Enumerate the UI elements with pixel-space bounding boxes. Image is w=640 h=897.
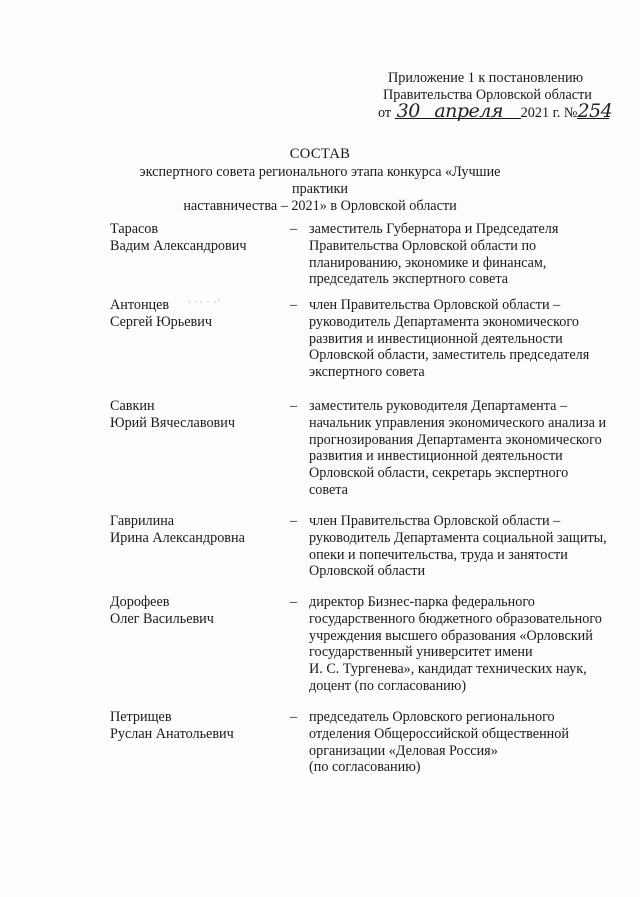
role-line: развития и инвестиционной деятельности bbox=[309, 330, 563, 347]
member-role bbox=[309, 594, 639, 695]
role-line: доцент (по согласованию) bbox=[309, 677, 467, 694]
role-line: прогнозирования Департамента экономического bbox=[309, 431, 602, 448]
member-role bbox=[309, 221, 639, 288]
scan-artifact: · ·· · ·' bbox=[188, 297, 221, 307]
appendix-header bbox=[378, 70, 618, 122]
member-name bbox=[110, 594, 280, 628]
role-line: руководитель Департамента социальной защиты, bbox=[309, 529, 607, 546]
appendix-line-1: Приложение 1 к постановлению bbox=[388, 70, 584, 86]
member-role bbox=[309, 398, 639, 499]
member-name bbox=[110, 297, 280, 331]
role-line: И. С. Тургенева», кандидат технических наук, bbox=[309, 661, 587, 678]
member-dash: – bbox=[290, 398, 298, 414]
scan-artifact: · · · · · · · · bbox=[15, 880, 196, 888]
role-line: член Правительства Орловской области – bbox=[309, 297, 561, 313]
member-name bbox=[110, 709, 280, 743]
role-line: председатель экспертного совета bbox=[309, 271, 509, 288]
member-name bbox=[110, 398, 280, 432]
member-surname: Петрищев bbox=[110, 709, 172, 725]
title-heading: СОСТАВ bbox=[289, 146, 351, 162]
role-line: отделения Общероссийской общественной bbox=[309, 725, 569, 742]
member-surname: Дорофеев bbox=[110, 594, 170, 610]
role-line: заместитель Губернатора и Председателя bbox=[309, 221, 559, 237]
role-line: Правительства Орловской области по bbox=[309, 237, 537, 254]
role-line: государственного бюджетного образовательного bbox=[309, 610, 602, 627]
role-line: учреждения высшего образования «Орловский bbox=[309, 627, 593, 644]
role-line: (по согласованию) bbox=[309, 759, 421, 776]
member-dash: – bbox=[290, 297, 298, 313]
role-line: директор Бизнес-парка федерального bbox=[309, 594, 535, 610]
member-given-names: Ирина Александровна bbox=[110, 529, 245, 546]
member-dash: – bbox=[290, 594, 298, 610]
role-line: совета bbox=[309, 481, 348, 498]
member-given-names: Руслан Анатольевич bbox=[110, 725, 234, 742]
role-line: руководитель Департамента экономического bbox=[309, 313, 579, 330]
member-surname: Савкин bbox=[110, 398, 155, 414]
member-surname: Тарасов bbox=[110, 221, 159, 237]
role-line: государственный университет имени bbox=[309, 644, 533, 661]
role-line: планированию, экономике и финансам, bbox=[309, 254, 547, 271]
member-name bbox=[110, 513, 280, 547]
role-line: заместитель руководителя Департамента – bbox=[309, 398, 568, 414]
handwritten-month: апреля bbox=[417, 104, 521, 119]
appendix-line-2: Правительства Орловской области bbox=[383, 87, 592, 103]
role-line: член Правительства Орловской области – bbox=[309, 513, 561, 529]
role-line: начальник управления экономического анализа и bbox=[309, 414, 607, 431]
title-line-1: экспертного совета регионального этапа конкурса «Лучшие практики bbox=[139, 164, 501, 197]
role-line: опеки и попечительства, труда и занятости bbox=[309, 546, 568, 563]
appendix-date-line bbox=[378, 100, 618, 122]
member-surname: Антонцев bbox=[110, 297, 170, 313]
handwritten-doc-number: 254 bbox=[577, 100, 613, 122]
member-given-names: Юрий Вячеславович bbox=[110, 414, 235, 431]
role-line: организации «Деловая Россия» bbox=[309, 742, 498, 759]
member-role bbox=[309, 297, 639, 381]
member-role bbox=[309, 513, 639, 580]
member-surname: Гаврилина bbox=[110, 513, 175, 529]
role-line: Орловской области bbox=[309, 563, 426, 580]
role-line: Орловской области, заместитель председателя bbox=[309, 347, 590, 364]
member-given-names: Олег Васильевич bbox=[110, 610, 214, 627]
date-year: 2021 г. № bbox=[520, 105, 578, 121]
member-given-names: Сергей Юрьевич bbox=[110, 313, 212, 330]
role-line: развития и инвестиционной деятельности bbox=[309, 448, 563, 465]
member-dash: – bbox=[290, 709, 298, 725]
role-line: Орловской области, секретарь экспертного bbox=[309, 465, 569, 482]
member-dash: – bbox=[290, 513, 298, 529]
handwritten-day: 30 bbox=[396, 100, 420, 122]
date-prefix: от bbox=[378, 105, 392, 121]
role-line: председатель Орловского регионального bbox=[309, 709, 555, 725]
member-dash: – bbox=[290, 221, 298, 237]
member-given-names: Вадим Александрович bbox=[110, 237, 247, 254]
member-name bbox=[110, 221, 280, 255]
member-role bbox=[309, 709, 639, 776]
role-line: экспертного совета bbox=[309, 364, 425, 381]
title-line-2: наставничества – 2021» в Орловской области bbox=[183, 198, 457, 214]
document-title bbox=[110, 146, 530, 215]
